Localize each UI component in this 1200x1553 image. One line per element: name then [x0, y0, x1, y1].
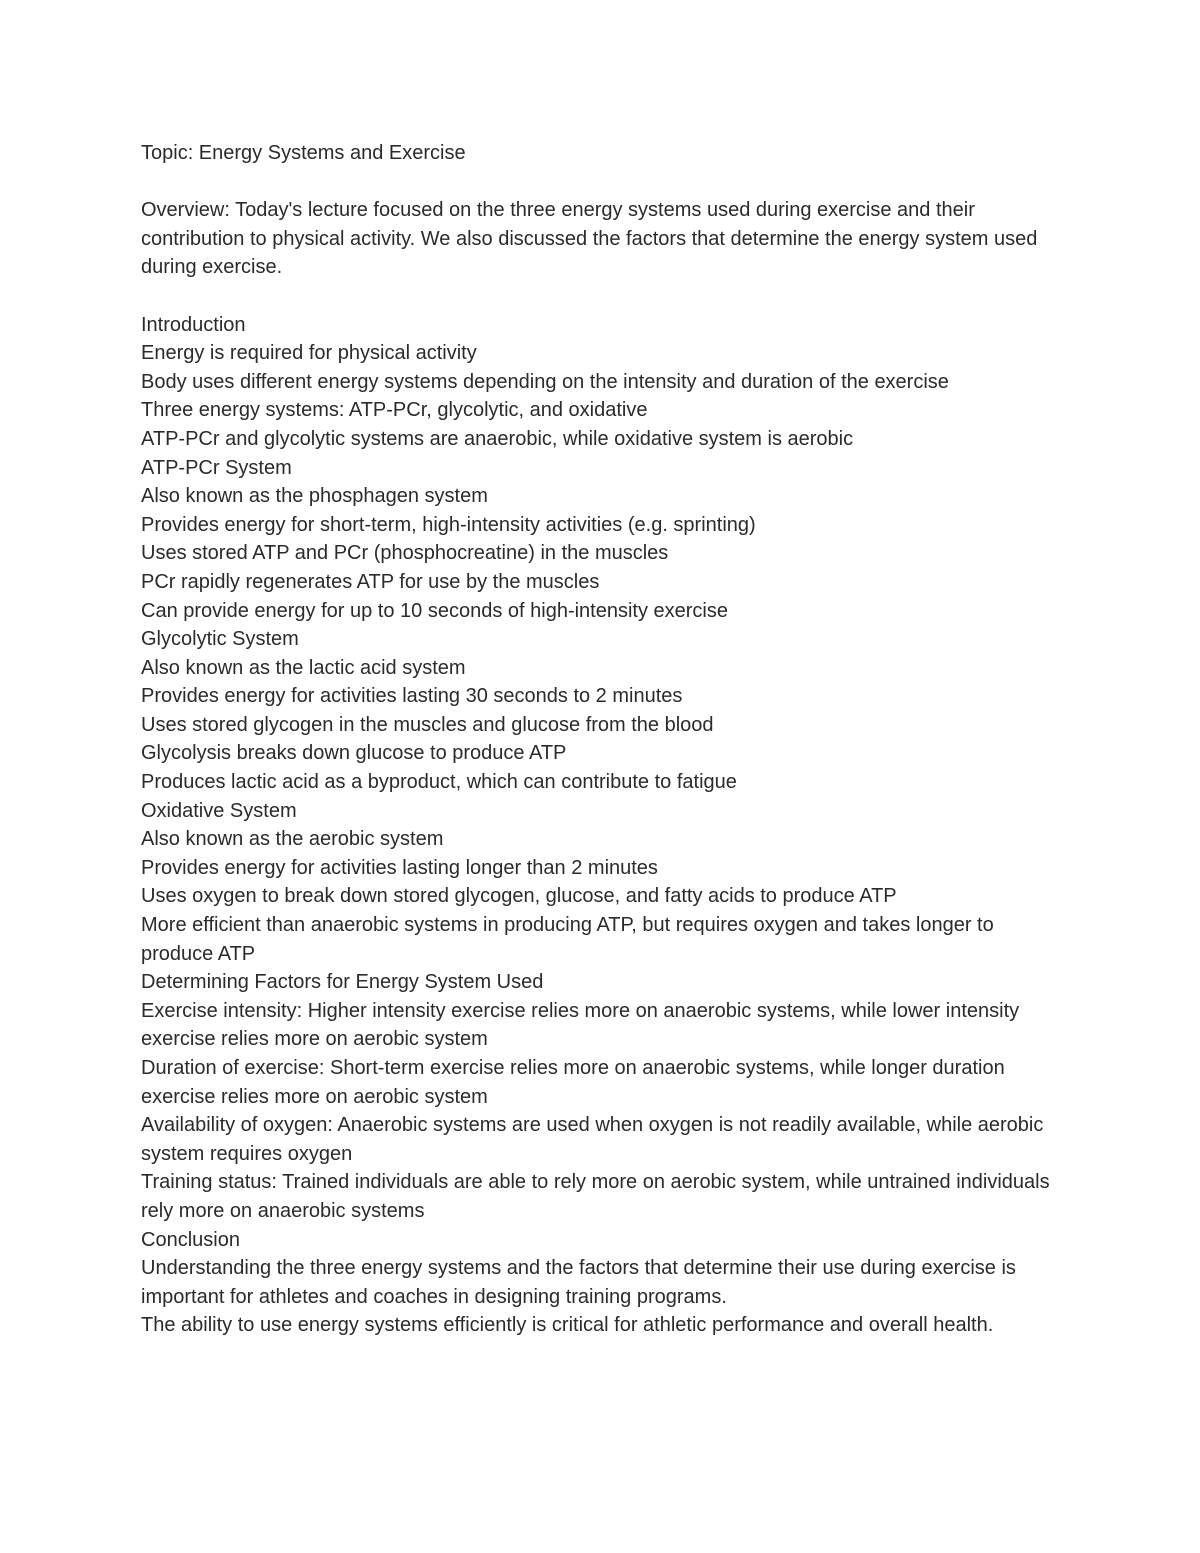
note-line: Uses stored ATP and PCr (phosphocreatine) in the muscles — [141, 542, 669, 565]
note-line: Also known as the aerobic system — [141, 828, 444, 851]
section-heading-determining-factors: Determining Factors for Energy System Used — [141, 971, 544, 994]
note-line: The ability to use energy systems efficiently is critical for athletic performance and overall health. — [141, 1314, 994, 1337]
section-heading-conclusion: Conclusion — [141, 1228, 240, 1251]
note-line: PCr rapidly regenerates ATP for use by the muscles — [141, 570, 600, 593]
note-line: Provides energy for short-term, high-intensity activities (e.g. sprinting) — [141, 513, 756, 536]
topic-line: Topic: Energy Systems and Exercise — [141, 142, 466, 164]
spacer — [141, 168, 1071, 197]
note-line: More efficient than anaerobic systems in producing ATP, but requires oxygen and takes longer to produce ATP — [141, 914, 994, 965]
note-line: Exercise intensity: Higher intensity exercise relies more on anaerobic systems, while lower intensity exercise relies more on aerobic system — [141, 999, 1020, 1051]
document-body — [141, 139, 1071, 1340]
note-line: Also known as the phosphagen system — [141, 485, 488, 508]
note-line: Glycolysis breaks down glucose to produce ATP — [141, 742, 567, 765]
section-heading-introduction: Introduction — [141, 313, 246, 336]
note-line: Provides energy for activities lasting longer than 2 minutes — [141, 856, 658, 879]
section-heading-atp-pcr: ATP-PCr System — [141, 456, 292, 479]
overview-paragraph: Overview: Today's lecture focused on the three energy systems used during exercise and their contribution to physical activity. We also discussed the factors that determine the energy system used during exercise. — [141, 199, 1038, 279]
note-line: Availability of oxygen: Anaerobic systems are used when oxygen is not readily available, while aerobic system requires oxygen — [141, 1114, 1044, 1165]
note-line: Also known as the lactic acid system — [141, 656, 466, 679]
note-line: Can provide energy for up to 10 seconds of high-intensity exercise — [141, 599, 729, 622]
note-line: Energy is required for physical activity — [141, 342, 477, 365]
note-line: Body uses different energy systems depending on the intensity and duration of the exercise — [141, 370, 949, 393]
note-line: Training status: Trained individuals are able to rely more on aerobic system, while untrained individuals rely more on anaerobic systems — [141, 1171, 1050, 1222]
note-line: Uses oxygen to break down stored glycogen, glucose, and fatty acids to produce ATP — [141, 885, 897, 908]
note-line: ATP-PCr and glycolytic systems are anaerobic, while oxidative system is aerobic — [141, 427, 854, 450]
note-line: Produces lactic acid as a byproduct, which can contribute to fatigue — [141, 771, 737, 794]
note-line: Provides energy for activities lasting 30 seconds to 2 minutes — [141, 685, 683, 708]
note-line: Three energy systems: ATP-PCr, glycolytic, and oxidative — [141, 399, 648, 422]
section-heading-oxidative: Oxidative System — [141, 799, 297, 822]
note-line: Uses stored glycogen in the muscles and glucose from the blood — [141, 713, 714, 736]
section-heading-glycolytic: Glycolytic System — [141, 628, 299, 651]
spacer — [141, 282, 1071, 311]
note-line: Duration of exercise: Short-term exercise relies more on anaerobic systems, while longer duration exercise relies more on aerobic system — [141, 1057, 1005, 1108]
note-line: Understanding the three energy systems and the factors that determine their use during exercise is important for athletes and coaches in designing training programs. — [141, 1257, 1016, 1308]
